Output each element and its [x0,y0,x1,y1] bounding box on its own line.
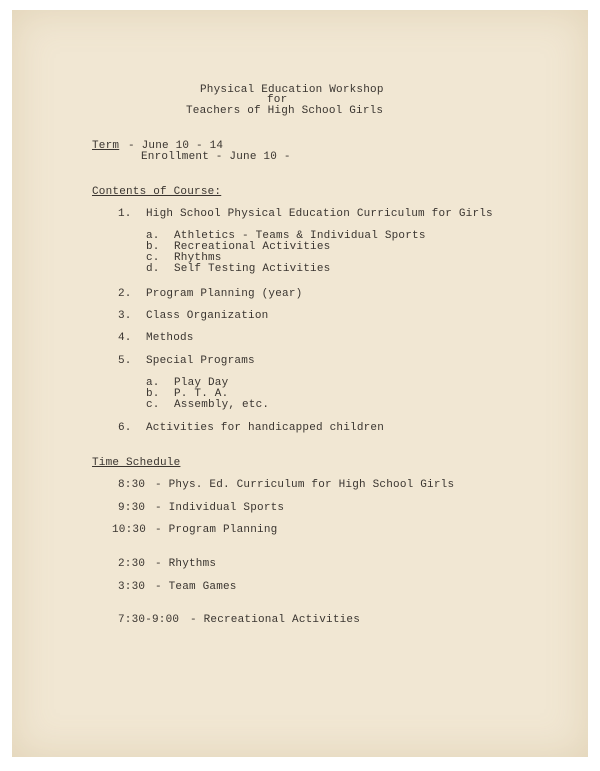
list-item: Activities for handicapped children [146,422,385,434]
term-label: Term [92,140,120,152]
schedule-activity: - Team Games [155,581,237,593]
page-title-line2: for [267,94,288,106]
sub-item: Play Day [174,377,229,389]
list-item: Class Organization [146,310,269,322]
schedule-heading: Time Schedule [92,457,181,469]
schedule-time: 8:30 [118,479,146,491]
sub-item-letter: c. [146,399,160,411]
page-title-line3: Teachers of High School Girls [186,105,384,117]
document-page [12,10,588,757]
schedule-activity: - Individual Sports [155,502,285,514]
list-item: Program Planning (year) [146,288,303,300]
contents-heading: Contents of Course: [92,186,222,198]
schedule-activity: - Recreational Activities [190,614,361,626]
sub-item: Self Testing Activities [174,263,331,275]
list-item-number: 1. [118,208,132,220]
sub-item-letter: d. [146,263,160,275]
sub-item-letter: c. [146,252,160,264]
sub-item: Assembly, etc. [174,399,270,411]
sub-item-letter: a. [146,230,160,242]
list-item-number: 5. [118,355,132,367]
page-title-line1: Physical Education Workshop [200,84,384,96]
list-item: Special Programs [146,355,255,367]
schedule-time: 9:30 [118,502,146,514]
schedule-time: 7:30-9:00 [118,614,180,626]
sub-item-letter: b. [146,388,160,400]
sub-item-letter: a. [146,377,160,389]
list-item-number: 2. [118,288,132,300]
schedule-activity: - Phys. Ed. Curriculum for High School Girls [155,479,455,491]
list-item: High School Physical Education Curriculum for Girls [146,208,493,220]
enrollment-line: Enrollment - June 10 - [141,151,291,163]
schedule-time: 10:30 [112,524,147,536]
schedule-time: 2:30 [118,558,146,570]
sub-item-letter: b. [146,241,160,253]
list-item: Methods [146,332,194,344]
list-item-number: 6. [118,422,132,434]
sub-item: Rhythms [174,252,222,264]
sub-item: Recreational Activities [174,241,331,253]
term-dates: - June 10 - 14 [128,140,224,152]
list-item-number: 4. [118,332,132,344]
list-item-number: 3. [118,310,132,322]
schedule-activity: - Rhythms [155,558,217,570]
schedule-time: 3:30 [118,581,146,593]
sub-item: Athletics - Teams & Individual Sports [174,230,426,242]
schedule-activity: - Program Planning [155,524,278,536]
sub-item: P. T. A. [174,388,229,400]
